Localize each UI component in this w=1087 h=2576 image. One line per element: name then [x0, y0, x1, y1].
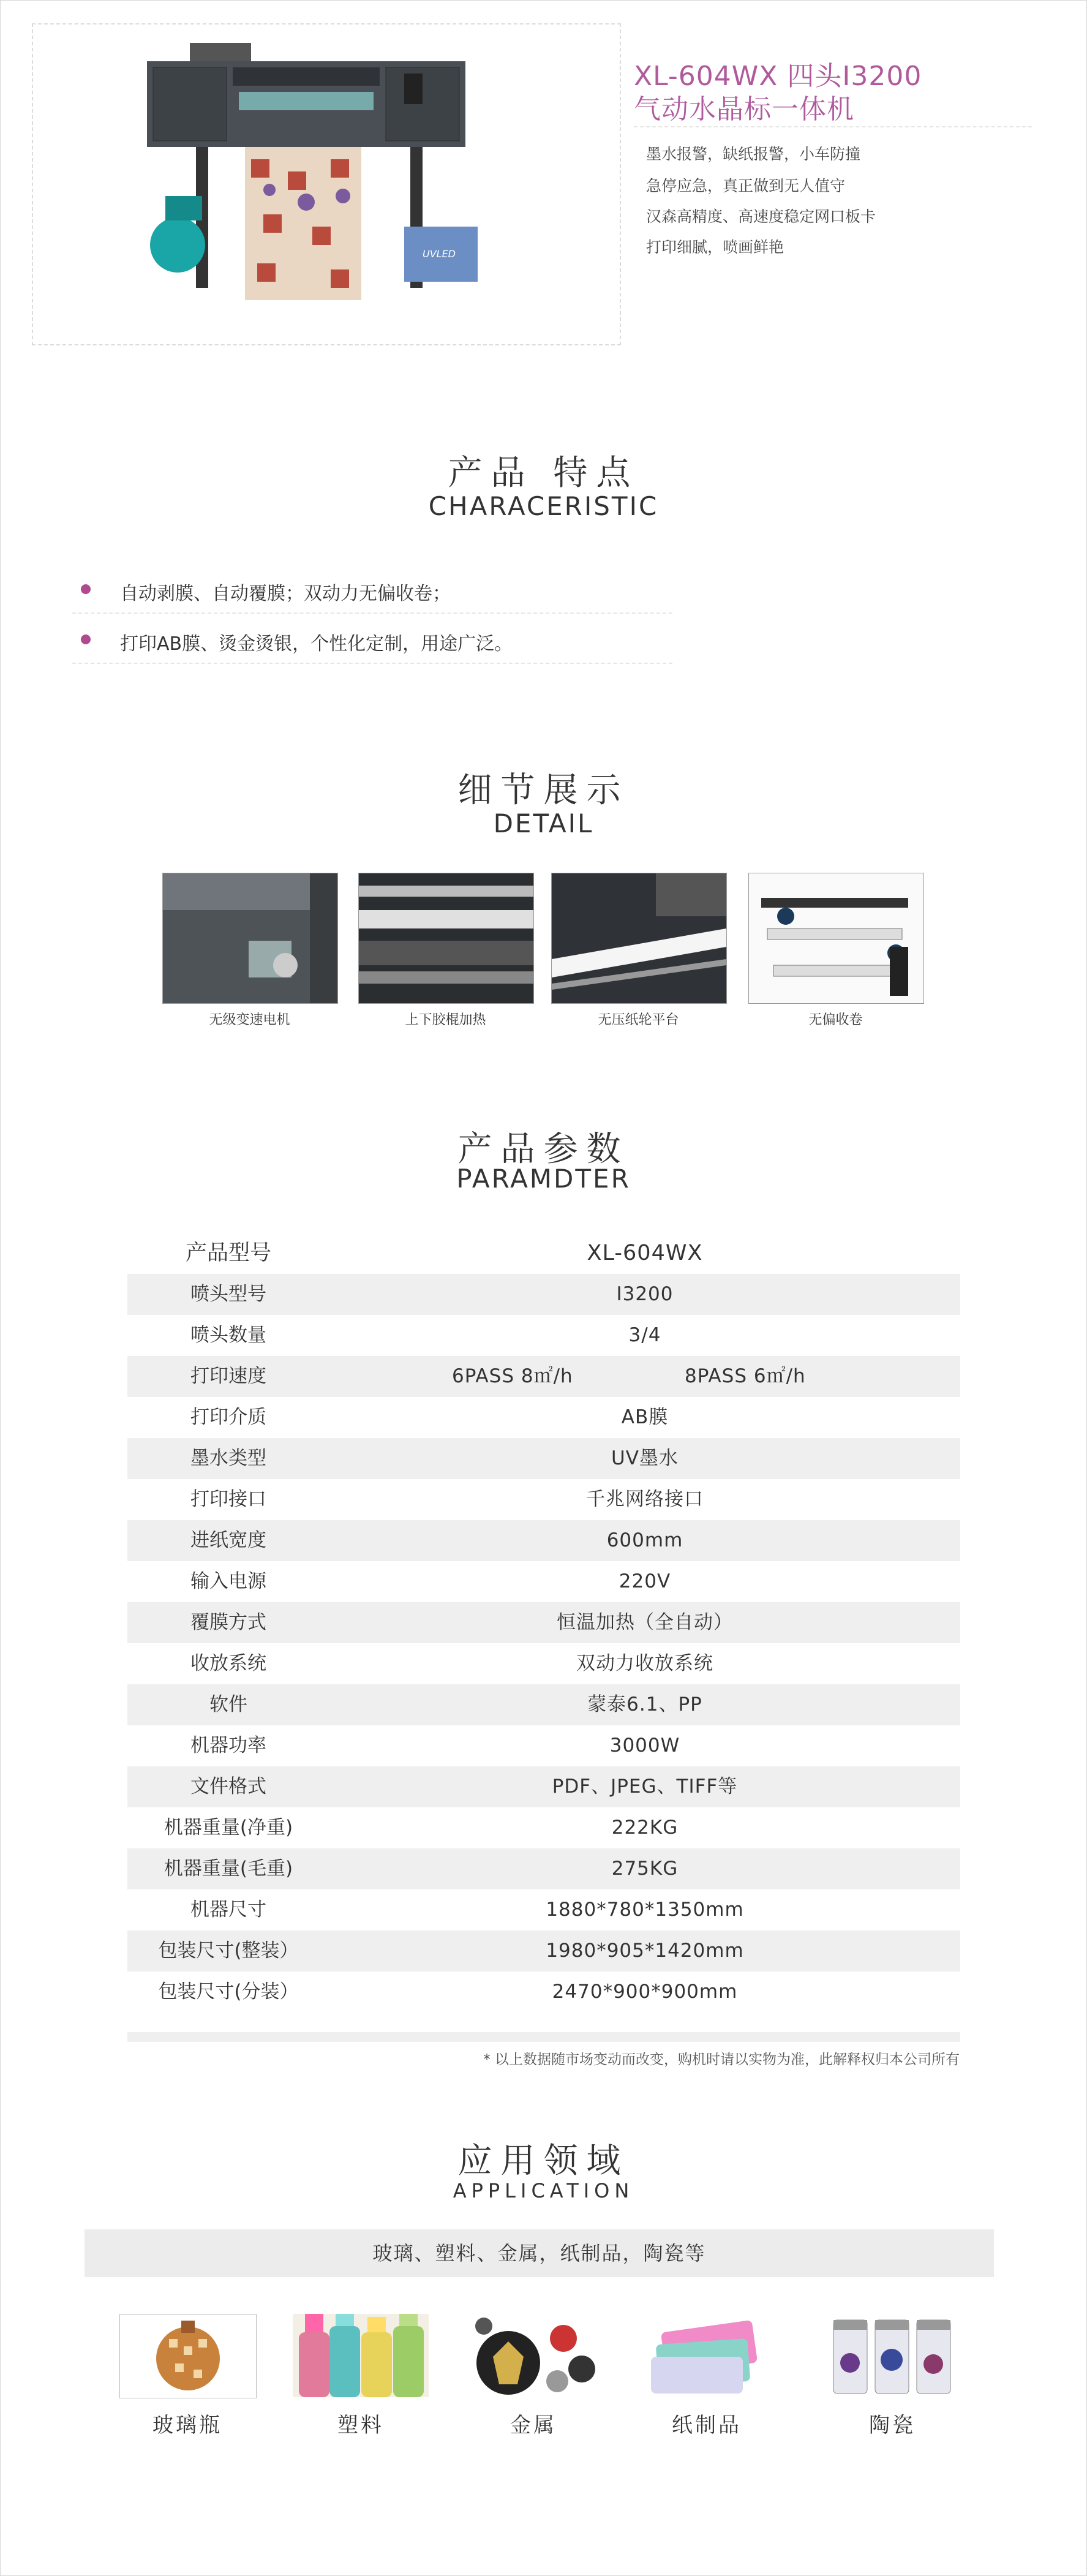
application-caption: 纸制品 [672, 2413, 742, 2438]
detail-title-cn: 细节展示 [457, 770, 630, 810]
table-row [127, 1807, 960, 1848]
hero-feature-1: 墨水报警，缺纸报警，小车防撞 [646, 145, 861, 163]
param-value: 双动力收放系统 [576, 1652, 713, 1674]
table-row [127, 1889, 960, 1930]
param-value: 3000W [609, 1734, 680, 1757]
table-row [127, 1643, 960, 1684]
param-value: 275KG [611, 1858, 679, 1880]
param-label: 进纸宽度 [190, 1529, 266, 1551]
param-label: 喷头型号 [190, 1283, 266, 1305]
table-row [127, 1561, 960, 1602]
detail-image-winder [748, 873, 924, 1004]
param-label: 机器重量(毛重) [164, 1858, 293, 1880]
params-title-en: PARAMDTER [456, 1164, 631, 1194]
application-title-en: APPLICATION [453, 2179, 634, 2202]
table-row [127, 1520, 960, 1561]
characteristic-title-cn: 产品 特点 [448, 453, 639, 493]
param-value: 222KG [611, 1817, 679, 1839]
params-note: * 以上数据随市场变动而改变，购机时请以实物为准，此解释权归本公司所有 [483, 2052, 960, 2068]
detail-caption: 上下胶棍加热 [405, 1012, 486, 1028]
detail-caption: 无压纸轮平台 [598, 1012, 679, 1028]
table-row [127, 1479, 960, 1520]
param-label: 文件格式 [190, 1776, 266, 1798]
application-summary: 玻璃、塑料、金属，纸制品，陶瓷等 [85, 2229, 994, 2277]
characteristic-title-en: CHARACERISTIC [428, 491, 659, 521]
table-row [127, 1315, 960, 1356]
param-label: 打印介质 [190, 1406, 266, 1428]
detail-image-motor [162, 873, 338, 1004]
hero-divider [634, 126, 1032, 127]
param-value-2: 8PASS 6㎡/h [685, 1365, 806, 1387]
uvled-label: UVLED [423, 248, 456, 260]
bullet-dot [81, 635, 91, 644]
application-caption: 玻璃瓶 [152, 2413, 222, 2438]
detail-caption: 无偏收卷 [808, 1012, 863, 1028]
table-row [127, 1766, 960, 1807]
param-value: I3200 [616, 1283, 674, 1305]
hero-feature-3: 汉森高精度、高速度稳定网口板卡 [646, 208, 876, 225]
param-label: 墨水类型 [190, 1447, 266, 1469]
param-value: AB膜 [621, 1406, 669, 1428]
application-image-paper [639, 2314, 775, 2397]
param-value: 恒温加热（全自动） [557, 1611, 733, 1633]
table-row [127, 1274, 960, 1315]
detail-caption: 无级变速电机 [209, 1012, 290, 1028]
param-label: 软件 [209, 1693, 247, 1715]
param-label: 覆膜方式 [190, 1611, 266, 1633]
table-row [127, 1848, 960, 1889]
printer-machine-image [147, 43, 502, 306]
param-value: 600mm [606, 1529, 683, 1551]
characteristic-text: 打印AB膜、烫金烫银，个性化定制，用途广泛。 [120, 633, 513, 655]
param-value: 千兆网络接口 [586, 1488, 704, 1510]
param-label: 机器尺寸 [190, 1899, 266, 1921]
param-label: 打印速度 [190, 1365, 266, 1387]
param-label: 产品型号 [185, 1241, 271, 1265]
hero-title-line2: 气动水晶标一体机 [634, 94, 854, 125]
param-value: 1880*780*1350mm [546, 1899, 744, 1921]
param-value: 2470*900*900mm [552, 1981, 738, 2003]
application-image-metal [465, 2314, 601, 2397]
param-value: 1980*905*1420mm [546, 1940, 744, 1962]
application-image-ceramic [824, 2314, 960, 2397]
application-caption: 金属 [510, 2413, 557, 2438]
table-row [127, 1397, 960, 1438]
param-value: 220V [619, 1570, 671, 1592]
characteristic-item [72, 570, 672, 614]
hero-title-line1: XL-604WX 四头I3200 [634, 61, 922, 92]
param-label: 输入电源 [190, 1570, 266, 1592]
application-caption: 陶瓷 [869, 2413, 916, 2438]
detail-image-roller [358, 873, 534, 1004]
application-caption: 塑料 [337, 2413, 384, 2438]
table-row [127, 1233, 960, 1274]
characteristic-item [72, 620, 672, 664]
param-value: 蒙泰6.1、PP [587, 1693, 702, 1715]
hero-feature-4: 打印细腻，喷画鲜艳 [646, 238, 784, 256]
param-value: PDF、JPEG、TIFF等 [552, 1776, 738, 1798]
application-image-glass [119, 2314, 257, 2398]
table-row [127, 1684, 960, 1725]
param-value: XL-604WX [587, 1241, 703, 1265]
table-row [127, 1725, 960, 1766]
param-label: 包装尺寸(整装） [158, 1940, 299, 1962]
table-row [127, 1602, 960, 1643]
param-label: 收放系统 [190, 1652, 266, 1674]
hero-feature-2: 急停应急，真正做到无人值守 [646, 177, 846, 195]
application-image-plastic [293, 2314, 429, 2397]
param-label: 机器重量(净重) [164, 1817, 293, 1839]
detail-title-en: DETAIL [493, 808, 594, 838]
table-row [127, 1438, 960, 1479]
param-value: 6PASS 8㎡/h [452, 1365, 573, 1387]
table-row [127, 1930, 960, 1972]
param-value: 3/4 [628, 1324, 661, 1346]
table-row [127, 1356, 960, 1397]
param-label: 机器功率 [190, 1734, 266, 1757]
param-label: 包装尺寸(分装） [158, 1981, 299, 2003]
application-title-cn: 应用领域 [457, 2141, 630, 2181]
param-label: 打印接口 [190, 1488, 266, 1510]
characteristic-text: 自动剥膜、自动覆膜；双动力无偏收卷； [120, 583, 451, 604]
table-row [127, 1972, 960, 2013]
param-label: 喷头数量 [190, 1324, 266, 1346]
params-table [127, 1233, 960, 2013]
param-value: UV墨水 [611, 1447, 679, 1469]
table-footer-bar [127, 2032, 960, 2042]
detail-image-platform [551, 873, 727, 1004]
params-title-cn: 产品参数 [457, 1129, 630, 1169]
bullet-dot [81, 584, 91, 594]
